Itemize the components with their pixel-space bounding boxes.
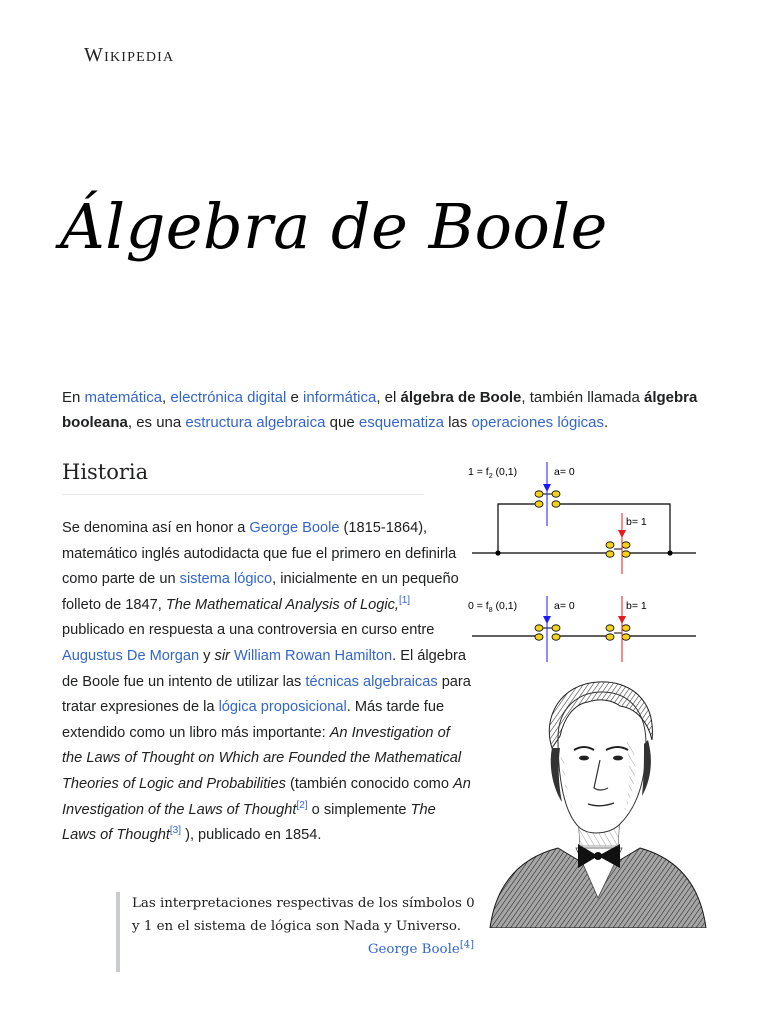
section-heading-historia: Historia bbox=[62, 460, 424, 495]
lead-bold-term: álgebra booleana bbox=[62, 389, 698, 431]
body-text: publicado en respuesta a una controversia en curso entre bbox=[62, 622, 435, 639]
link-estructura-algebraica[interactable]: estructura algebraica bbox=[185, 414, 326, 431]
lead-text: En bbox=[62, 389, 85, 406]
wikipedia-wordmark[interactable]: Wikipedia bbox=[84, 44, 175, 66]
lead-text: , bbox=[162, 389, 171, 406]
quote-text: Las interpretaciones respectivas de los símbolos 0 y 1 en el sistema de lógica son Nada y Universo. bbox=[132, 896, 475, 934]
body-text: , inicialmente en un pequeño folleto de 1847, bbox=[62, 571, 459, 613]
lead-paragraph bbox=[62, 385, 712, 435]
link-quote-author[interactable]: George Boole bbox=[367, 942, 460, 957]
body-text: (también conocido como bbox=[285, 775, 454, 792]
lead-text: , también llamada bbox=[521, 389, 644, 406]
body-text: para tratar expresiones de la bbox=[62, 673, 471, 716]
page-title: Álgebra de Boole bbox=[60, 190, 608, 263]
body-text: o simplemente bbox=[307, 801, 411, 818]
reference-2[interactable]: [2] bbox=[296, 799, 308, 811]
link-electronica-digital[interactable]: electrónica digital bbox=[170, 389, 287, 406]
reference-3[interactable]: [3] bbox=[169, 825, 182, 837]
lead-text: , el bbox=[376, 389, 401, 406]
reference-4[interactable]: [4] bbox=[459, 939, 474, 951]
link-operaciones-logicas[interactable]: operaciones lógicas bbox=[471, 414, 605, 431]
link-george-boole[interactable]: George Boole bbox=[249, 520, 340, 536]
lead-text: las bbox=[443, 414, 472, 431]
link-esquematiza[interactable]: esquematiza bbox=[358, 414, 444, 431]
body-text: y bbox=[199, 647, 215, 664]
label-a-top: a= 0 bbox=[554, 466, 575, 478]
link-informatica[interactable]: informática bbox=[302, 389, 377, 406]
label-a-bottom: a= 0 bbox=[554, 600, 575, 612]
quote-author bbox=[132, 938, 474, 961]
boole-quote bbox=[116, 892, 478, 972]
reference-1[interactable]: [1] bbox=[398, 594, 411, 606]
link-sistema-logico[interactable]: sistema lógico bbox=[179, 571, 273, 588]
link-william-rowan-hamilton[interactable]: William Rowan Hamilton bbox=[233, 647, 393, 664]
lead-text: , es una bbox=[127, 414, 186, 431]
george-boole-portrait[interactable] bbox=[480, 678, 710, 928]
link-tecnicas-algebraicas[interactable]: técnicas algebraicas bbox=[305, 673, 438, 690]
book-title: An Investigation of the Laws of Thought bbox=[62, 775, 471, 818]
lead-text: . bbox=[604, 414, 609, 431]
book-title: The Laws of Thought bbox=[62, 801, 436, 844]
link-matematica[interactable]: matemática bbox=[84, 389, 163, 406]
link-logica-proposicional[interactable]: lógica proposicional bbox=[218, 699, 347, 716]
label-b-bottom: b= 1 bbox=[626, 600, 647, 612]
lead-text: que bbox=[325, 414, 359, 431]
book-title: The Mathematical Analysis of Logic, bbox=[165, 596, 399, 613]
italic-sir: sir bbox=[214, 647, 230, 664]
body-text: (1815-1864), matemático inglés autodidacta que fue el primero en definirla como parte de un bbox=[62, 520, 457, 588]
historia-paragraph bbox=[62, 516, 472, 849]
body-text: Se denomina así en honor a bbox=[62, 520, 250, 536]
lead-text: e bbox=[286, 389, 303, 406]
link-augustus-de-morgan[interactable]: Augustus De Morgan bbox=[62, 647, 200, 664]
body-text: . El álgebra de Boole fue un intento de utilizar las bbox=[62, 647, 466, 690]
lead-bold-term: álgebra de Boole bbox=[400, 389, 522, 406]
book-title: An Investigation of the Laws of Thought on Which are Founded the Mathematical Theories of Logic and Probabilities bbox=[62, 724, 462, 792]
body-text: ), publicado en 1854. bbox=[181, 827, 322, 844]
label-b-top: b= 1 bbox=[626, 516, 647, 528]
label-or-function: $1 = f_2$ (0,1) bbox=[468, 466, 518, 480]
label-and-function: $0 = f_8$ (0,1) bbox=[468, 600, 518, 614]
switch-circuit-diagram[interactable] bbox=[460, 458, 710, 668]
body-text: . Más tarde fue extendido como un libro más importante: bbox=[62, 699, 445, 741]
